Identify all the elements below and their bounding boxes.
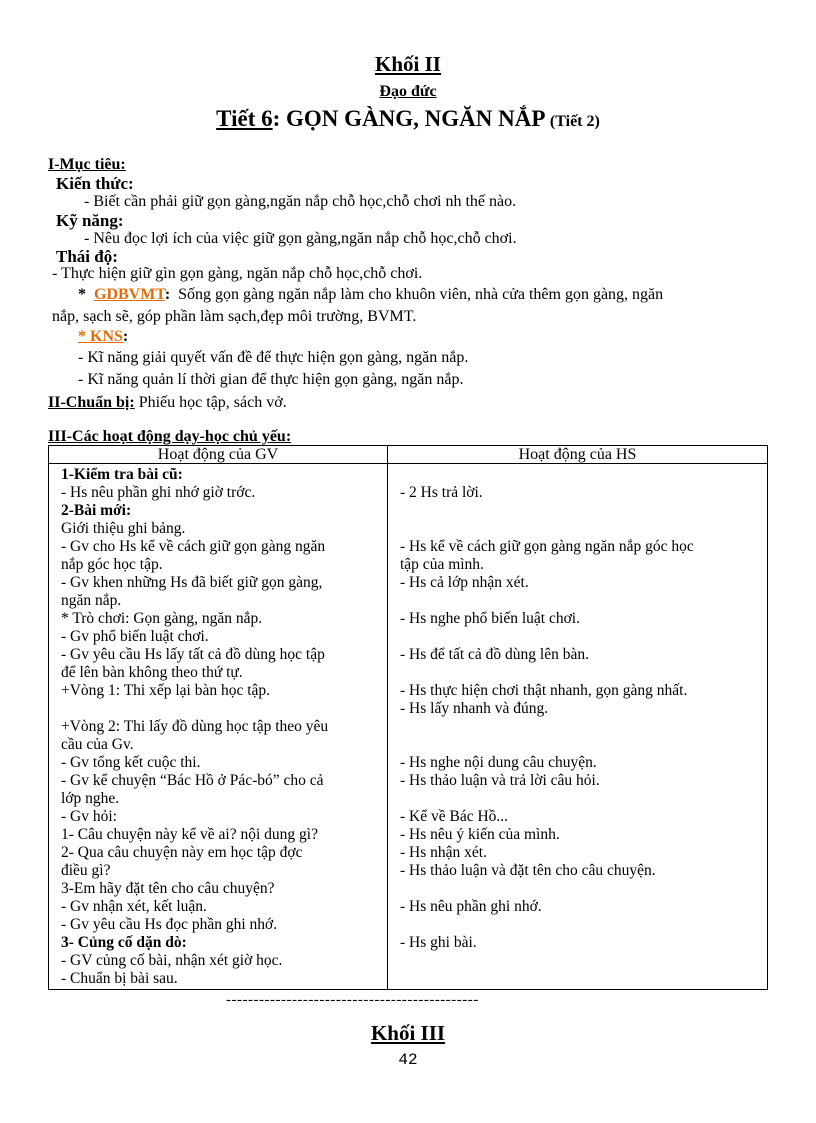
student-line: - Hs nêu ý kiến của mình. xyxy=(400,826,560,843)
student-line: - Hs nêu phần ghi nhớ. xyxy=(400,898,542,915)
student-line: tập của mình. xyxy=(400,556,484,573)
next-grade-title: Khối III xyxy=(370,1021,446,1045)
activities-heading: III-Các hoạt động dạy-học chủ yếu: xyxy=(48,428,292,445)
lesson-colon: : xyxy=(272,106,281,131)
student-line: - Hs lấy nhanh và đúng. xyxy=(400,700,549,717)
gdbvmt-star: * xyxy=(78,286,86,303)
student-line: - Hs ghi bài. xyxy=(400,934,477,951)
teacher-line: * Trò chơi: Gọn gàng, ngăn nắp. xyxy=(61,610,263,627)
teacher-line: ngăn nắp. xyxy=(61,592,122,609)
teacher-line: - Gv yêu cầu Hs đọc phần ghi nhớ. xyxy=(61,916,278,933)
teacher-line: - Hs nêu phần ghi nhớ giờ trớc. xyxy=(61,484,256,501)
student-line: - Hs để tất cả đồ dùng lên bàn. xyxy=(400,646,589,663)
lesson-name: GỌN GÀNG, NGĂN NẮP xyxy=(286,106,545,131)
student-line: - Hs nghe phổ biến luật chơi. xyxy=(400,610,580,627)
teacher-line: lớp nghe. xyxy=(61,790,120,807)
kns-item: - Kĩ năng giải quyết vấn đề để thực hiện gọn gàng, ngăn nắp. xyxy=(78,349,469,366)
student-line: - Hs cả lớp nhận xét. xyxy=(400,574,529,591)
kns-label: * KNS xyxy=(78,328,123,345)
teacher-line: điều gì? xyxy=(61,862,111,879)
preparation-heading: II-Chuẩn bị: xyxy=(48,394,135,411)
attitude-text: - Thực hiện giữ gìn gọn gàng, ngăn nắp chỗ học,chỗ chơi. xyxy=(52,265,423,282)
lesson-title xyxy=(0,106,816,132)
table-row xyxy=(49,464,768,990)
student-line: - Hs thực hiện chơi thật nhanh, gọn gàng nhất. xyxy=(400,682,688,699)
teacher-line: - Gv hỏi: xyxy=(61,808,117,825)
teacher-line: nắp góc học tập. xyxy=(61,556,163,573)
col-header-teacher: Hoạt động của GV xyxy=(49,446,388,464)
teacher-line: - Gv tổng kết cuộc thi. xyxy=(61,754,201,771)
teacher-line: - Chuẩn bị bài sau. xyxy=(61,970,178,987)
teacher-line: - Gv khen những Hs đã biết giữ gọn gàng, xyxy=(61,574,323,591)
page-number: 42 xyxy=(398,1051,418,1069)
teacher-line: 1- Câu chuyện này kể về ai? nội dung gì? xyxy=(61,826,318,843)
activities-table xyxy=(48,445,768,990)
kns-item: - Kĩ năng quản lí thời gian để thực hiện gọn gàng, ngăn nắp. xyxy=(78,371,464,388)
teacher-line: - Gv nhận xét, kết luận. xyxy=(61,898,207,915)
teacher-line: 3- Củng cố dặn dò: xyxy=(61,934,187,951)
preparation-text: Phiếu học tập, sách vở. xyxy=(134,394,287,411)
student-cell xyxy=(388,464,768,990)
student-line: - Hs nghe nội dung câu chuyện. xyxy=(400,754,597,771)
student-line: - Hs thảo luận và đặt tên cho câu chuyện. xyxy=(400,862,656,879)
teacher-line: - Gv yêu cầu Hs lấy tất cả đồ dùng học tập xyxy=(61,646,325,663)
teacher-line: - Gv kể chuyện “Bác Hồ ở Pác-bó” cho cả xyxy=(61,772,324,789)
preparation-line xyxy=(48,394,287,412)
teacher-line: 1-Kiểm tra bài cũ: xyxy=(61,466,183,483)
student-line: - Hs nhận xét. xyxy=(400,844,487,861)
teacher-line: +Vòng 2: Thi lấy đồ dùng học tập theo yêu xyxy=(61,718,329,735)
teacher-line: để lên bàn không theo thứ tự. xyxy=(61,664,243,681)
gdbvmt-text: Sống gọn gàng ngăn nắp làm cho khuôn viên, nhà cửa thêm gọn gàng, ngăn xyxy=(178,286,664,303)
lesson-part: (Tiết 2) xyxy=(549,113,600,130)
student-line: - Kể về Bác Hồ... xyxy=(400,808,509,825)
teacher-line: 2- Qua câu chuyện này em học tập đợc xyxy=(61,844,303,861)
teacher-line: +Vòng 1: Thi xếp lại bàn học tập. xyxy=(61,682,271,699)
teacher-line: 2-Bài mới: xyxy=(61,502,132,519)
lesson-label: Tiết 6 xyxy=(216,106,273,131)
subject-title: Đạo đức xyxy=(379,83,437,100)
student-line: - 2 Hs trả lời. xyxy=(400,484,483,501)
knowledge-label: Kiến thức: xyxy=(56,174,134,193)
gdbvmt-line xyxy=(78,286,663,304)
gdbvmt-label: GDBVMT xyxy=(94,286,165,303)
separator-line: ---------------------------------------------- xyxy=(226,992,479,1008)
teacher-line: - GV củng cố bài, nhận xét giờ học. xyxy=(61,952,283,969)
teacher-line: cầu của Gv. xyxy=(61,736,134,753)
kns-label-line xyxy=(78,328,128,346)
skills-text: - Nêu đọc lợi ích của việc giữ gọn gàng,ngăn nắp chỗ học,chỗ chơi. xyxy=(84,230,517,247)
attitude-label: Thái độ: xyxy=(56,247,118,266)
skills-label: Kỹ năng: xyxy=(56,211,124,230)
col-header-student: Hoạt động của HS xyxy=(388,446,768,464)
student-line: - Hs thảo luận và trả lời câu hỏi. xyxy=(400,772,600,789)
gdbvmt-text-cont: nắp, sạch sẽ, góp phần làm sạch,đẹp môi trường, BVMT. xyxy=(52,308,417,325)
teacher-line: - Gv phổ biến luật chơi. xyxy=(61,628,209,645)
grade-title: Khối II xyxy=(375,52,441,76)
teacher-line: - Gv cho Hs kể về cách giữ gọn gàng ngăn xyxy=(61,538,326,555)
objectives-heading: I-Mục tiêu: xyxy=(48,156,126,173)
teacher-line: 3-Em hãy đặt tên cho câu chuyện? xyxy=(61,880,275,897)
student-line: - Hs kể về cách giữ gọn gàng ngăn nắp góc học xyxy=(400,538,694,555)
teacher-cell xyxy=(49,464,388,990)
table-header-row xyxy=(49,446,768,464)
kns-colon: : xyxy=(122,328,129,345)
knowledge-text: - Biết cần phải giữ gọn gàng,ngăn nắp chỗ học,chỗ chơi nh thế nào. xyxy=(84,193,517,210)
gdbvmt-colon: : xyxy=(164,286,171,303)
teacher-line: Giới thiệu ghi bảng. xyxy=(61,520,186,537)
